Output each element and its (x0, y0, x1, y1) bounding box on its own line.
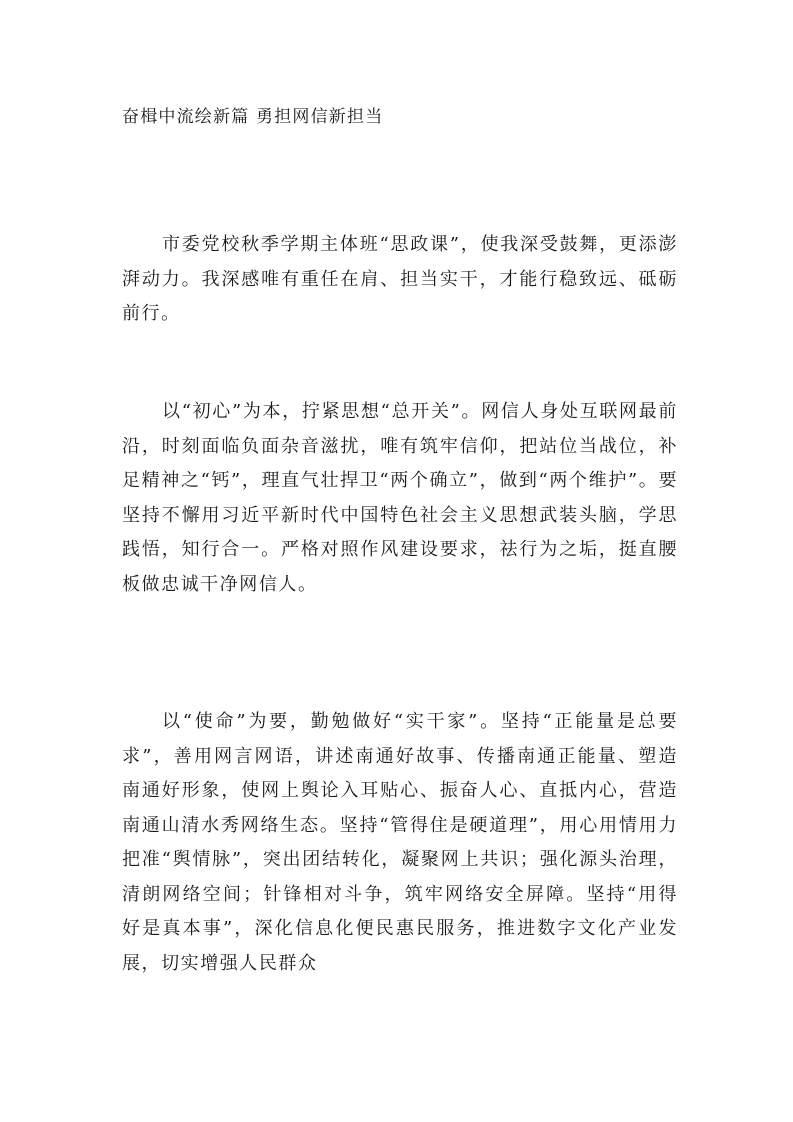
paragraph-intro: 市委党校秋季学期主体班“思政课”，使我深受鼓舞，更添澎湃动力。我深感唯有重任在肩、担当实干，才能行稳致远、砥砺前行。 (122, 234, 678, 324)
document-title: 奋楫中流绘新篇 勇担网信新担当 (122, 107, 384, 127)
paragraph-mission: 以“使命”为要，勤勉做好“实干家”。坚持“正能量是总要求”，善用网言网语，讲述南通好故事、传播南通正能量、塑造南通好形象，使网上舆论入耳贴心、振奋人心、直抵内心，营造南通山清水秀网络生态。坚持“管得住是硬道理”，用心用情用力把准“舆情脉”，突出团结转化，凝聚网上共识；强化源头治理，清朗网络空间；针锋相对斗争，筑牢网络安全屏障。坚持“用得好是真本事”，深化信息化便民惠民服务，推进数字文化产业发展，切实增强人民群众 (122, 711, 678, 974)
paragraph-initial-aspiration: 以“初心”为本，拧紧思想“总开关”。网信人身处互联网最前沿，时刻面临负面杂音滋扰，唯有筑牢信仰，把站位当战位，补足精神之“钙”，理直气壮捍卫“两个确立”，做到“两个维护”。要坚持不懈用习近平新时代中国特色社会主义思想武装头脑，学思践悟，知行合一。严格对照作风建设要求，祛行为之垢，挺直腰板做忠诚干净网信人。 (122, 401, 678, 595)
